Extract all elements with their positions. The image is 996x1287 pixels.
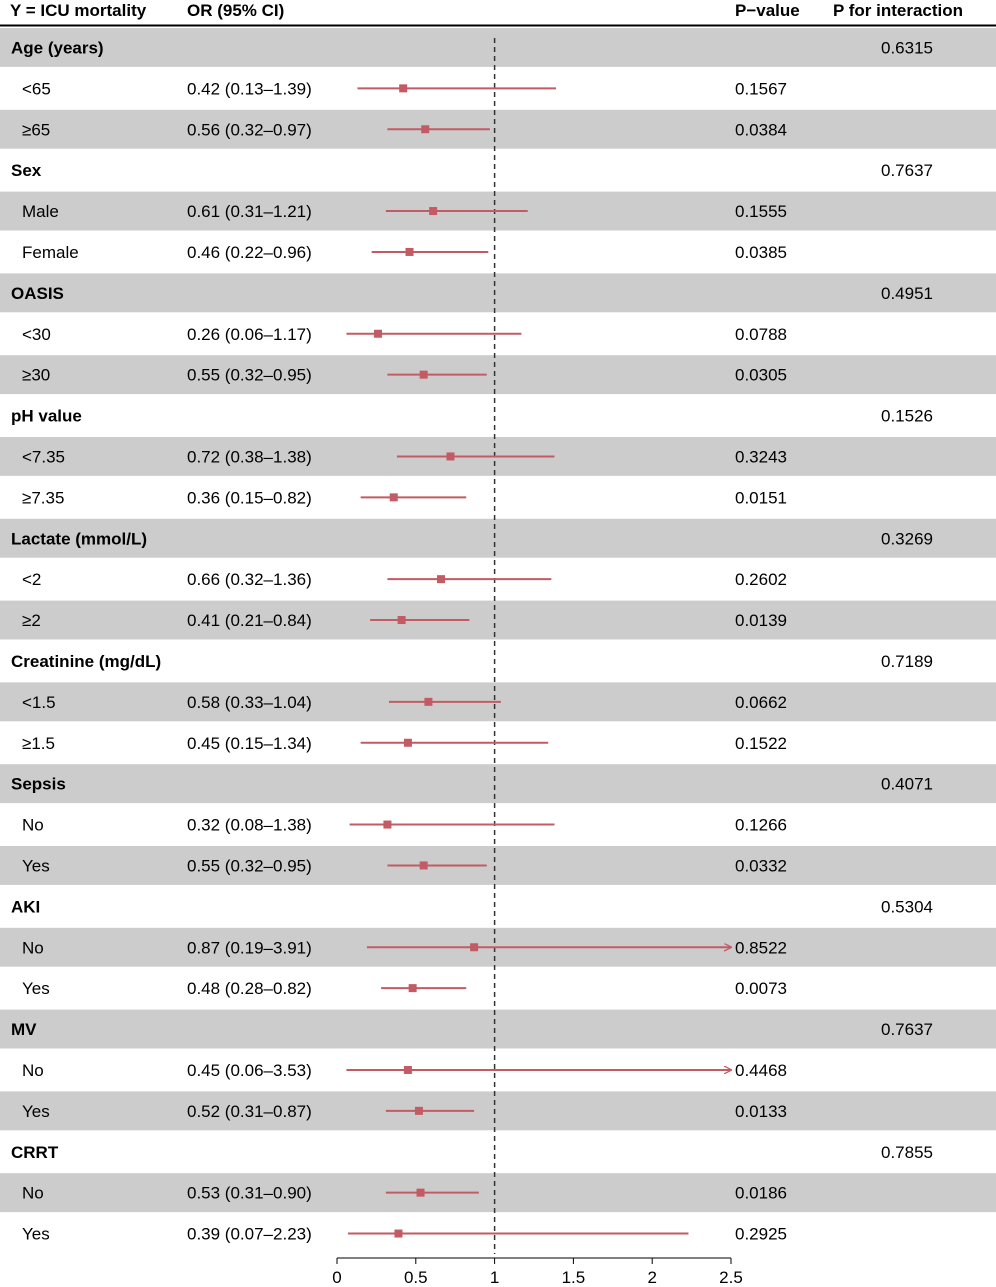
header-p-value: P−value xyxy=(735,1,800,20)
or-ci-value: 0.87 (0.19–3.91) xyxy=(187,938,312,958)
or-ci-value: 0.42 (0.13–1.39) xyxy=(187,79,312,99)
subgroup-label: Yes xyxy=(22,1101,50,1121)
point-estimate xyxy=(399,84,407,92)
row-shade xyxy=(0,601,996,640)
group-label: MV xyxy=(11,1020,37,1040)
group-label: pH value xyxy=(11,406,82,426)
point-estimate xyxy=(437,575,445,583)
subgroup-label: No xyxy=(22,815,44,835)
group-label: Age (years) xyxy=(11,38,104,58)
p-interaction-value: 0.7637 xyxy=(881,161,933,181)
or-ci-value: 0.46 (0.22–0.96) xyxy=(187,242,312,262)
subgroup-label: <1.5 xyxy=(22,692,56,712)
p-value: 0.1266 xyxy=(735,815,787,835)
p-value: 0.0305 xyxy=(735,365,787,385)
header-row xyxy=(0,1,996,26)
or-ci-value: 0.32 (0.08–1.38) xyxy=(187,815,312,835)
p-value: 0.0073 xyxy=(735,979,787,999)
subgroup-label: ≥1.5 xyxy=(22,733,55,753)
or-ci-value: 0.66 (0.32–1.36) xyxy=(187,570,312,590)
subgroup-label: ≥30 xyxy=(22,365,51,385)
p-interaction-value: 0.7855 xyxy=(881,1142,933,1162)
marks-layer xyxy=(346,84,731,1237)
row-shade xyxy=(0,273,996,312)
row-shade xyxy=(0,1010,996,1049)
p-value: 0.3243 xyxy=(735,447,787,467)
p-value: 0.1555 xyxy=(735,202,787,222)
row-shade xyxy=(0,28,996,67)
point-estimate xyxy=(383,821,391,829)
or-ci-value: 0.45 (0.15–1.34) xyxy=(187,733,312,753)
subgroup-label: No xyxy=(22,938,44,958)
subgroup-label: ≥2 xyxy=(22,611,41,631)
group-label: OASIS xyxy=(11,283,64,303)
p-value: 0.0788 xyxy=(735,324,787,344)
point-estimate xyxy=(409,984,417,992)
p-value: 0.0384 xyxy=(735,120,787,140)
p-interaction-value: 0.7637 xyxy=(881,1020,933,1040)
group-label: Creatinine (mg/dL) xyxy=(11,651,162,671)
or-ci-value: 0.48 (0.28–0.82) xyxy=(187,979,312,999)
or-ci-value: 0.55 (0.32–0.95) xyxy=(187,365,312,385)
point-estimate xyxy=(417,1189,425,1197)
point-estimate xyxy=(415,1107,423,1115)
subgroup-label: <65 xyxy=(22,79,51,99)
point-estimate xyxy=(374,330,382,338)
or-ci-value: 0.58 (0.33–1.04) xyxy=(187,692,312,712)
or-ci-value: 0.26 (0.06–1.17) xyxy=(187,324,312,344)
point-estimate xyxy=(420,861,428,869)
header-outcome: Y = ICU mortality xyxy=(10,1,147,20)
or-ci-value: 0.41 (0.21–0.84) xyxy=(187,611,312,631)
x-tick-label: 1 xyxy=(489,1268,500,1287)
p-value: 0.4468 xyxy=(735,1060,787,1080)
x-tick-label: 1.5 xyxy=(561,1268,586,1287)
subgroup-label: Male xyxy=(22,202,59,222)
point-estimate xyxy=(390,493,398,501)
row-shade xyxy=(0,1091,996,1130)
group-label: AKI xyxy=(11,897,41,917)
subgroup-label: <7.35 xyxy=(22,447,66,467)
or-ci-value: 0.36 (0.15–0.82) xyxy=(187,488,312,508)
p-interaction-value: 0.6315 xyxy=(881,38,933,58)
subgroup-label: No xyxy=(22,1183,44,1203)
p-value: 0.0332 xyxy=(735,856,787,876)
header-or-ci: OR (95% CI) xyxy=(187,1,285,20)
row-shade xyxy=(0,1173,996,1212)
p-value: 0.2602 xyxy=(735,570,787,590)
or-ci-value: 0.45 (0.06–3.53) xyxy=(187,1060,312,1080)
p-interaction-value: 0.3269 xyxy=(881,529,933,549)
or-ci-value: 0.53 (0.31–0.90) xyxy=(187,1183,312,1203)
subgroup-label: Female xyxy=(22,242,79,262)
p-value: 0.0662 xyxy=(735,692,787,712)
group-label: Sepsis xyxy=(11,774,66,794)
subgroup-label: Yes xyxy=(22,1224,50,1244)
x-tick-label: 0 xyxy=(332,1268,342,1287)
row-shading-layer xyxy=(0,28,996,1212)
or-ci-value: 0.52 (0.31–0.87) xyxy=(187,1101,312,1121)
subgroup-label: Yes xyxy=(22,856,50,876)
p-value: 0.0133 xyxy=(735,1101,787,1121)
or-ci-value: 0.72 (0.38–1.38) xyxy=(187,447,312,467)
group-label: Lactate (mmol/L) xyxy=(11,529,148,549)
p-value: 0.0186 xyxy=(735,1183,787,1203)
subgroup-label: ≥7.35 xyxy=(22,488,65,508)
or-ci-value: 0.55 (0.32–0.95) xyxy=(187,856,312,876)
x-tick-label: 0.5 xyxy=(403,1268,428,1287)
p-value: 0.1567 xyxy=(735,79,787,99)
p-interaction-value: 0.7189 xyxy=(881,651,933,671)
subgroup-label: No xyxy=(22,1060,44,1080)
point-estimate xyxy=(420,371,428,379)
p-interaction-value: 0.4071 xyxy=(881,774,933,794)
point-estimate xyxy=(404,739,412,747)
p-value: 0.8522 xyxy=(735,938,787,958)
point-estimate xyxy=(470,943,478,951)
row-shade xyxy=(0,764,996,803)
x-tick-label: 2.5 xyxy=(719,1268,743,1287)
group-label: Sex xyxy=(11,161,42,181)
subgroup-label: ≥65 xyxy=(22,120,51,140)
p-value: 0.0139 xyxy=(735,611,787,631)
or-ci-value: 0.39 (0.07–2.23) xyxy=(187,1224,312,1244)
p-interaction-value: 0.1526 xyxy=(881,406,933,426)
x-axis xyxy=(332,1258,743,1287)
group-label: CRRT xyxy=(11,1142,59,1162)
or-ci-value: 0.56 (0.32–0.97) xyxy=(187,120,312,140)
point-estimate xyxy=(421,125,429,133)
point-estimate xyxy=(398,616,406,624)
subgroup-label: Yes xyxy=(22,979,50,999)
point-estimate xyxy=(404,1066,412,1074)
header-p-interaction: P for interaction xyxy=(833,1,964,20)
point-estimate xyxy=(405,248,413,256)
x-tick-label: 2 xyxy=(647,1268,657,1287)
subgroup-label: <30 xyxy=(22,324,51,344)
p-interaction-value: 0.5304 xyxy=(881,897,933,917)
point-estimate xyxy=(429,207,437,215)
subgroup-label: <2 xyxy=(22,570,42,590)
point-estimate xyxy=(394,1230,402,1238)
row-shade xyxy=(0,519,996,558)
row-shade xyxy=(0,846,996,885)
point-estimate xyxy=(424,698,432,706)
p-value: 0.0385 xyxy=(735,242,787,262)
row-shade xyxy=(0,110,996,149)
p-interaction-value: 0.4951 xyxy=(881,283,933,303)
row-shade xyxy=(0,355,996,394)
p-value: 0.0151 xyxy=(735,488,787,508)
p-value: 0.1522 xyxy=(735,733,787,753)
point-estimate xyxy=(446,452,454,460)
or-ci-value: 0.61 (0.31–1.21) xyxy=(187,202,312,222)
p-value: 0.2925 xyxy=(735,1224,787,1244)
